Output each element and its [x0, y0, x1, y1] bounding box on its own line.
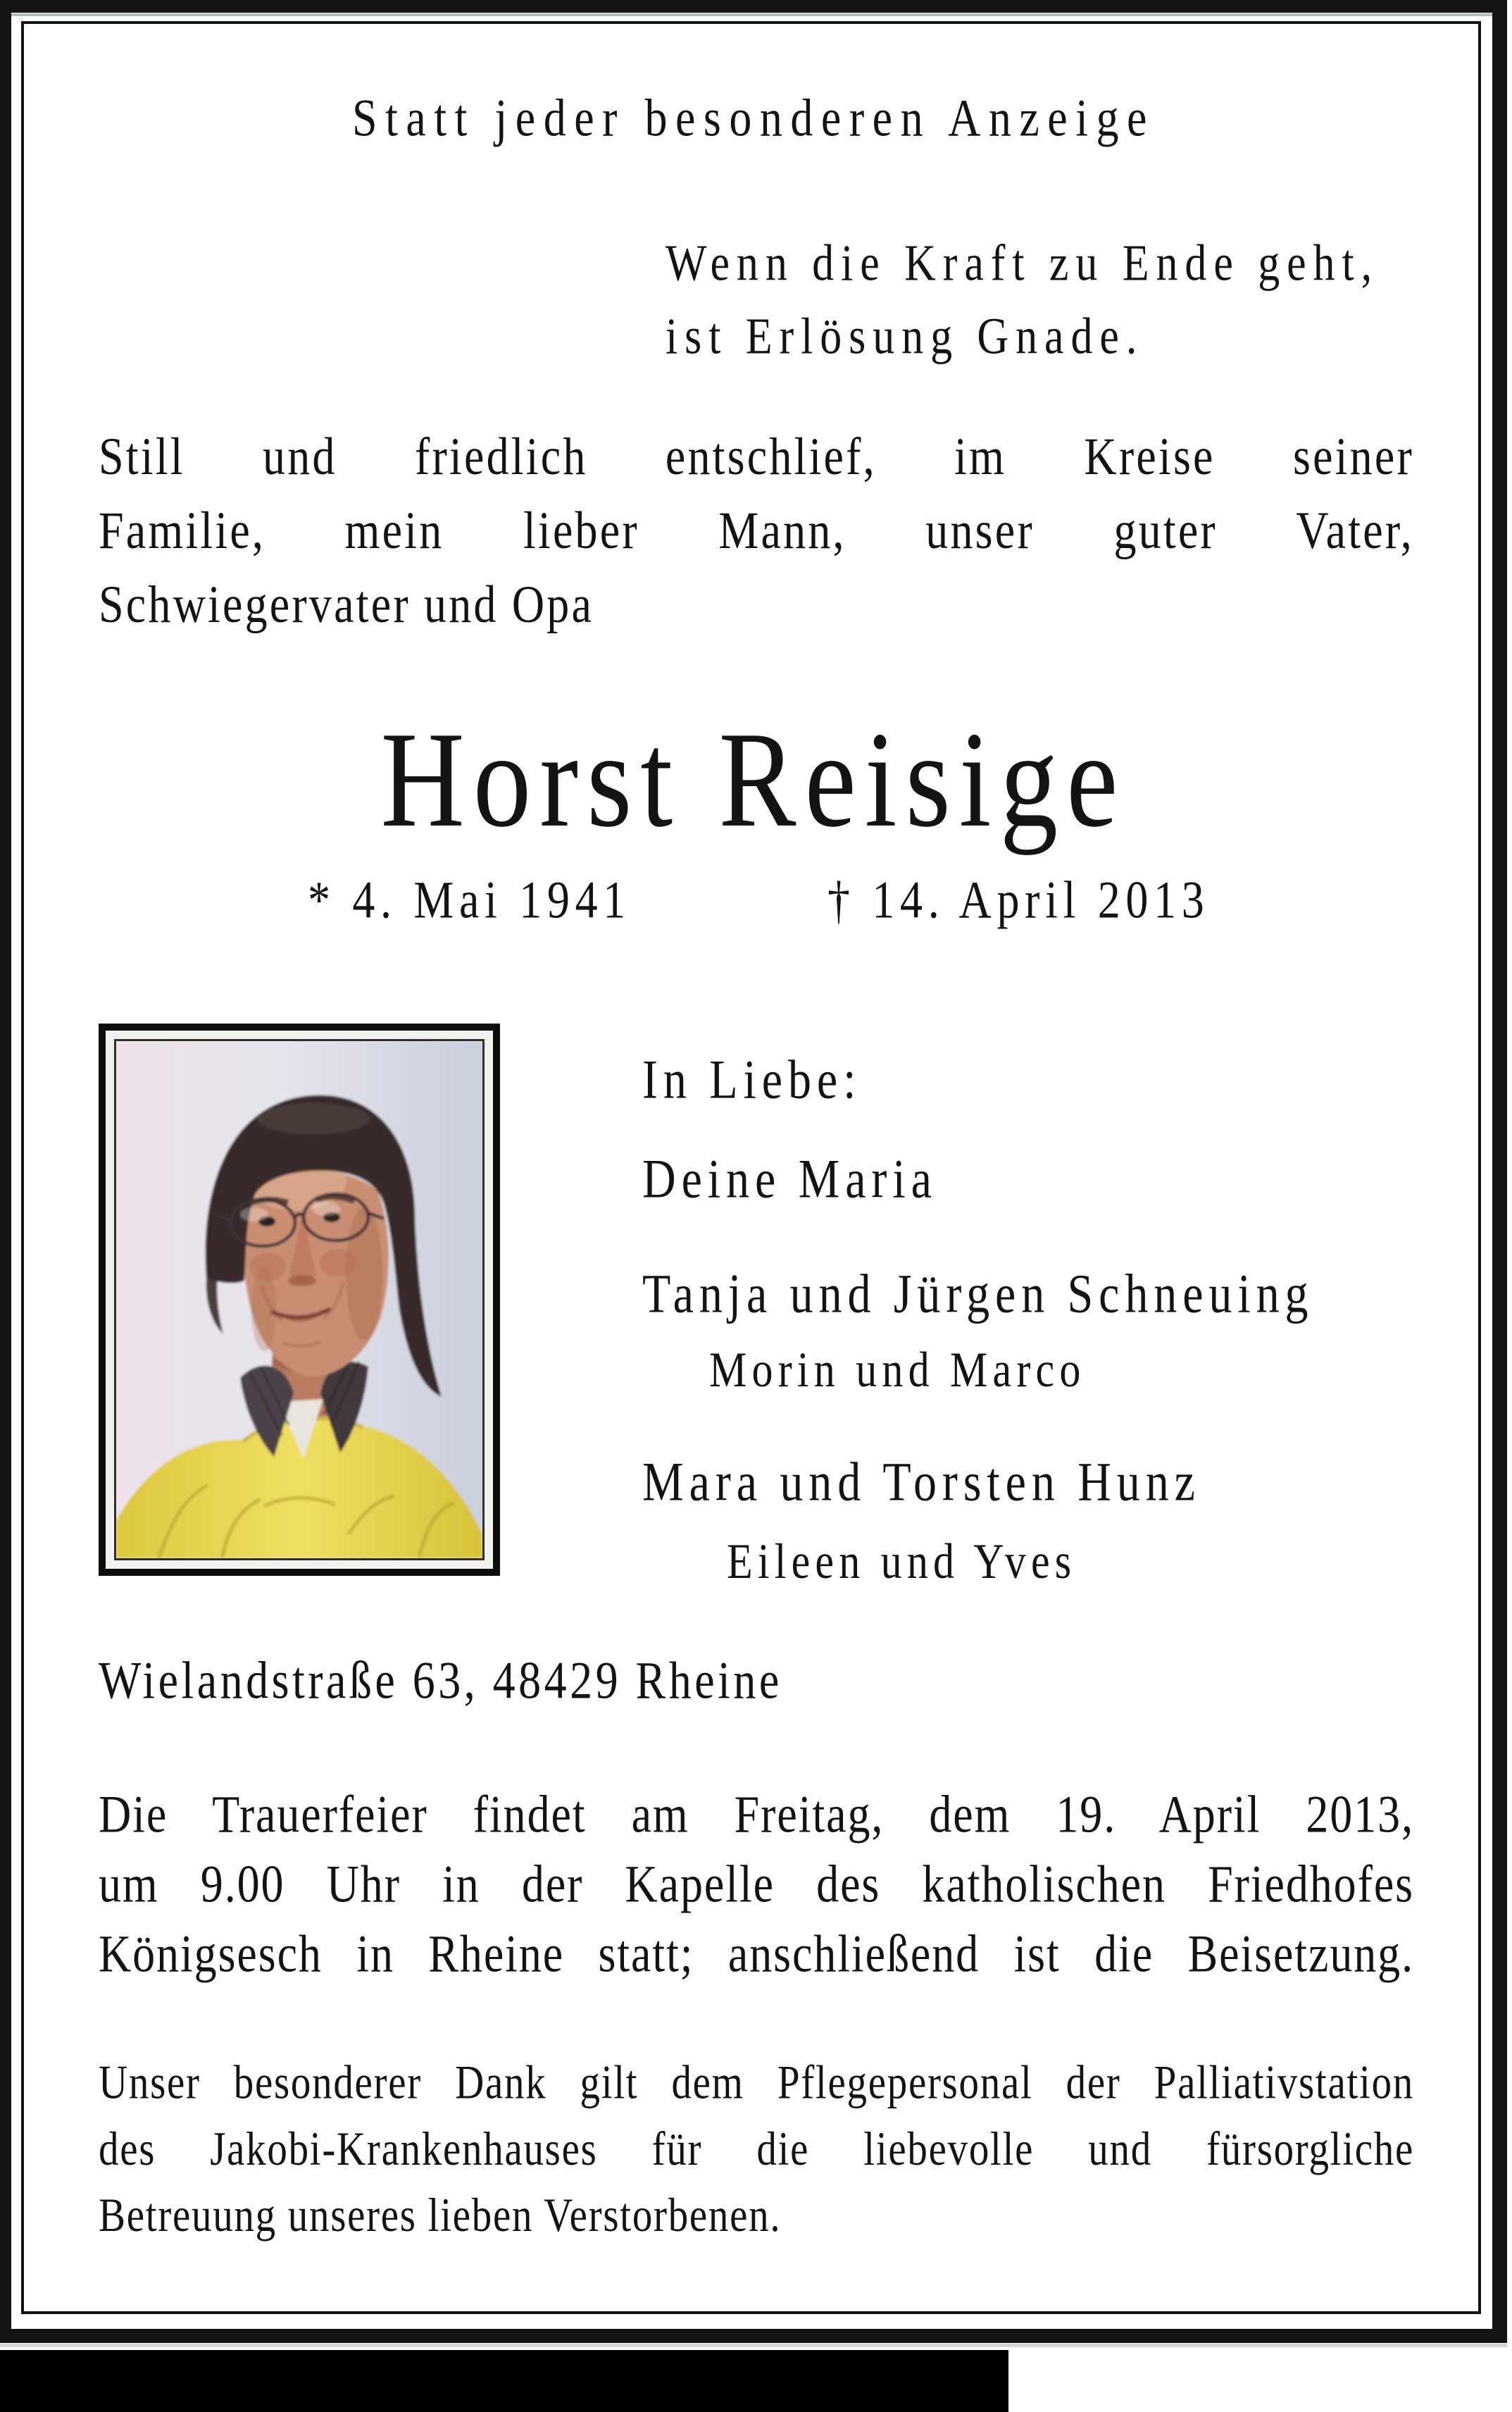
deceased-name: Horst Reisige	[380, 703, 1127, 856]
verse-line: ist Erlösung Gnade.	[666, 308, 1144, 365]
cheek-blush-right	[320, 1249, 356, 1277]
portrait-photo-frame	[114, 1039, 485, 1560]
mourner-line-indented: Eileen und Yves	[727, 1534, 1077, 1589]
nostril-shadow	[288, 1275, 316, 1286]
thanks-paragraph	[99, 2050, 1414, 2249]
mourner-line: Tanja und Jürgen Schneuing	[642, 1264, 1314, 1325]
frame-border-right	[1492, 0, 1507, 2343]
frame-border-left	[0, 0, 11, 2343]
funeral-line: Königsesch in Rheine statt; anschließend ist die Beisetzung.	[99, 1924, 1414, 1984]
funeral-paragraph	[99, 1779, 1414, 1989]
hair-shine	[257, 1103, 370, 1134]
funeral-line: um 9.00 Uhr in der Kapelle des katholischen Friedhofes	[99, 1854, 1414, 1913]
pre-header: Statt jeder besonderen Anzeige	[352, 88, 1155, 148]
lens-glare-left	[240, 1207, 268, 1221]
intro-paragraph	[99, 419, 1414, 641]
death-date: † 14. April 2013	[827, 870, 1210, 930]
thanks-line: Unser besonderer Dank gilt dem Pflegepersonal der Palliativstation	[99, 2056, 1414, 2109]
mourners-heading: In Liebe:	[642, 1050, 862, 1111]
funeral-line: Die Trauerfeier findet am Freitag, dem 19. April 2013,	[99, 1784, 1414, 1844]
mourner-line: Deine Maria	[642, 1149, 937, 1210]
birth-date: * 4. Mai 1941	[308, 870, 631, 930]
intro-line: Schwiegervater und Opa	[99, 574, 594, 634]
cheek-blush-left	[249, 1252, 286, 1281]
portrait-illustration	[116, 1041, 482, 1558]
intro-line: Familie, mein lieber Mann, unser guter Vater,	[99, 500, 1414, 560]
redacted-area	[0, 2350, 1008, 2412]
address-line: Wielandstraße 63, 48429 Rheine	[99, 1651, 782, 1710]
portrait-photo-mat	[106, 1031, 493, 1569]
lens-glare-right	[312, 1202, 340, 1216]
verse	[666, 227, 1379, 373]
frame-border-top	[0, 0, 1507, 13]
frame-scan-gray-line	[0, 13, 1507, 16]
thanks-line: des Jakobi-Krankenhauses für die liebevolle und fürsorgliche	[99, 2122, 1414, 2176]
mourner-line-indented: Morin und Marco	[709, 1342, 1086, 1398]
mourner-line: Mara und Torsten Hunz	[642, 1452, 1201, 1513]
thanks-line: Betreuung unseres lieben Verstorbenen.	[99, 2189, 782, 2242]
intro-line: Still und friedlich entschlief, im Kreise seiner	[99, 426, 1414, 486]
portrait-photo	[99, 1024, 500, 1576]
frame-scan-gray-line-bottom	[0, 2344, 1507, 2347]
frame-border-bottom	[0, 2329, 1507, 2343]
verse-line: Wenn die Kraft zu Ende geht,	[666, 235, 1380, 292]
